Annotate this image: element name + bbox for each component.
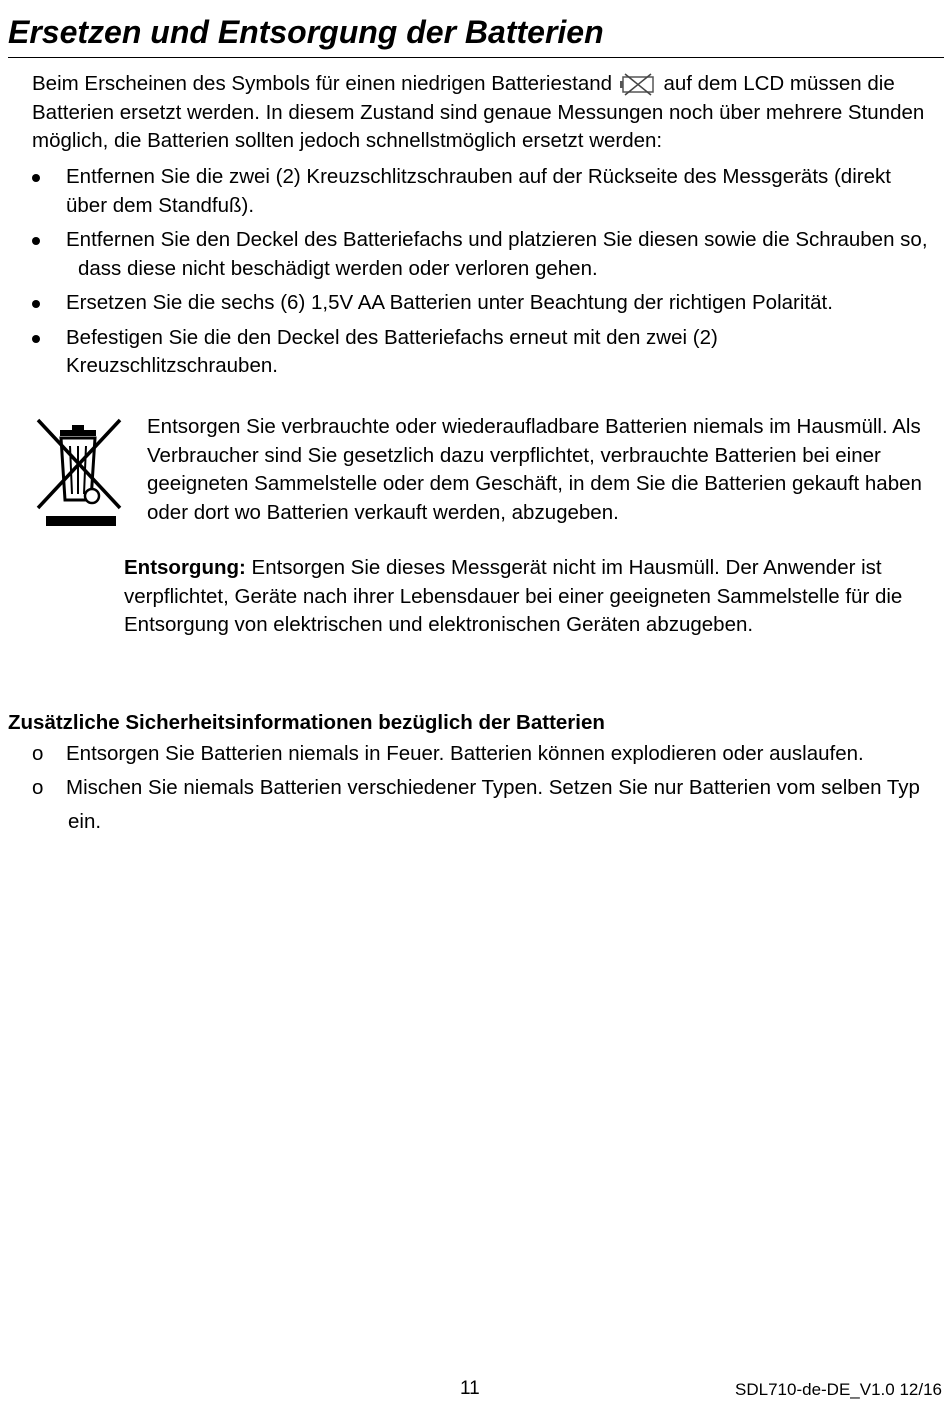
step-text-continued: Kreuzschlitzschrauben. <box>66 354 278 377</box>
battery-replacement-steps <box>32 163 944 387</box>
crossed-out-bin-icon <box>34 416 124 528</box>
intro-text-start: Beim Erscheinen des Symbols für einen niedrigen Batteriestand <box>32 72 613 95</box>
page-number: 11 <box>460 1378 480 1399</box>
step-text-continued: dass diese nicht beschädigt werden oder verloren gehen. <box>78 256 598 280</box>
safety-text: Entsorgen Sie Batterien niemals in Feuer. Batterien können explodieren oder auslaufen. <box>66 742 864 765</box>
step-text: Entfernen Sie den Deckel des Batteriefachs und platzieren Sie diesen sowie die Schrauben so, <box>66 228 928 251</box>
disposal-text: Entsorgen Sie dieses Messgerät nicht im Hausmüll. Der Anwender ist verpflichtet, Geräte nach ihrer Lebensdauer bei einer geeigneten Sammelstelle für die Entsorgung von elektrischen und elektronischen Geräten abzugeben. <box>124 556 903 636</box>
bullet-icon <box>32 174 40 182</box>
bullet-icon <box>32 335 40 343</box>
low-battery-icon <box>620 72 656 96</box>
list-item <box>32 226 944 283</box>
page-title: Ersetzen und Entsorgung der Batterien <box>8 14 604 50</box>
intro-paragraph <box>32 70 932 156</box>
step-text: Ersetzen Sie die sechs (6) 1,5V AA Batterien unter Beachtung der richtigen Polarität. <box>66 291 833 314</box>
safety-text: Mischen Sie niemals Batterien verschiedener Typen. Setzen Sie nur Batterien vom selben Typ <box>66 775 920 799</box>
title-underline <box>8 57 944 58</box>
bullet-icon <box>32 237 40 245</box>
list-marker: o <box>32 775 44 799</box>
list-item <box>32 774 944 837</box>
list-item <box>32 740 944 769</box>
bullet-icon <box>32 300 40 308</box>
document-id: SDL710-de-DE_V1.0 12/16 <box>735 1380 942 1399</box>
disposal-label: Entsorgung: <box>124 556 246 579</box>
safety-section-heading: Zusätzliche Sicherheitsinformationen bezüglich der Batterien <box>8 711 605 734</box>
step-text-continued: über dem Standfuß). <box>66 193 255 217</box>
step-text: Befestigen Sie die den Deckel des Batteriefachs erneut mit den zwei (2) <box>66 325 718 349</box>
list-item <box>32 289 944 318</box>
intro-text-end: auf dem LCD müssen die Batterien ersetzt werden. In diesem Zustand sind genaue Messungen noch über mehrere Stunden möglich, die Batterien sollten jedoch schnellstmöglich ersetzt werden: <box>32 72 925 152</box>
safety-text-continued: ein. <box>68 810 102 833</box>
list-item <box>32 163 944 220</box>
list-item <box>32 324 944 381</box>
list-marker: o <box>32 742 44 765</box>
step-text: Entfernen Sie die zwei (2) Kreuzschlitzschrauben auf der Rückseite des Messgeräts (direkt <box>66 165 891 188</box>
device-disposal-paragraph <box>124 554 939 640</box>
battery-safety-list <box>32 740 944 842</box>
battery-disposal-notice: Entsorgen Sie verbrauchte oder wiederaufladbare Batterien niemals im Hausmüll. Als Verbraucher sind Sie gesetzlich dazu verpflichtet, verbrauchte Batterien bei einer geeigneten Sammelstelle oder dem Geschäft, in dem Sie die Batterien gekauft haben oder dort wo Batterien verkauft werden, abzugeben. <box>147 415 922 524</box>
